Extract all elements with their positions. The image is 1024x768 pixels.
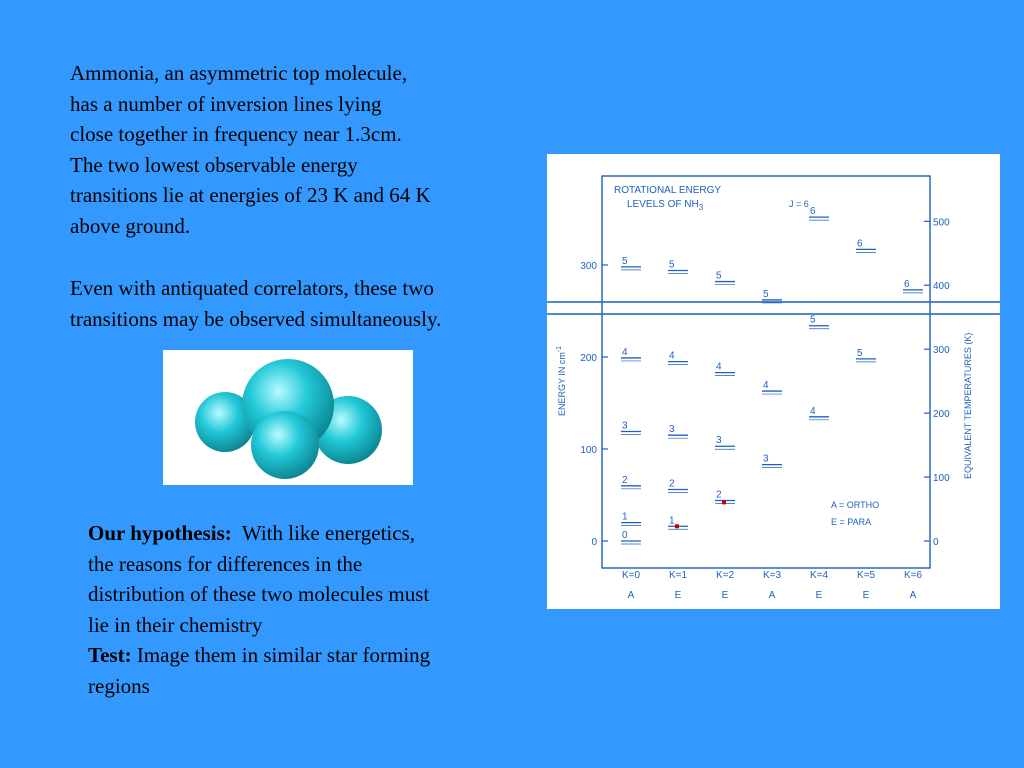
ammonia-molecule-image	[163, 350, 413, 485]
energy-level-label: 5	[716, 270, 722, 282]
right-tick-label: 400	[933, 281, 950, 293]
energy-level-label: 5	[763, 288, 769, 300]
left-tick-label: 200	[580, 353, 597, 364]
k-label: K=3	[762, 570, 782, 581]
energy-level-label: 5	[810, 314, 816, 326]
symmetry-label: E	[674, 590, 682, 601]
right-tick-label: 300	[933, 345, 950, 357]
symmetry-label: A	[909, 590, 917, 601]
energy-level-label: 4	[810, 405, 816, 417]
left-tick-label: 0	[591, 537, 597, 548]
energy-level-svg	[547, 154, 1000, 609]
hypothesis-block	[88, 518, 528, 702]
correlator-line: transitions may be observed simultaneously.	[70, 306, 442, 331]
k-label: K=5	[856, 570, 876, 581]
symmetry-label: E	[721, 590, 729, 601]
diagram-title-line2: LEVELS OF $NH_3$	[627, 199, 704, 212]
legend-para: E = PARA	[831, 517, 872, 527]
energy-level-label: 5	[622, 255, 628, 267]
hypothesis-text: With like energetics,	[241, 521, 415, 545]
energy-level-label: 6	[810, 206, 816, 218]
energy-level-label: 3	[669, 424, 675, 436]
energy-level-label: 0	[622, 530, 628, 541]
right-tick-label: 100	[933, 473, 950, 485]
energy-level-label: 4	[669, 350, 675, 362]
symmetry-label: E	[862, 590, 870, 601]
k-label: K=1	[668, 570, 688, 581]
intro-line: above ground.	[70, 213, 191, 238]
right-tick-label: 500	[933, 217, 950, 229]
k-label: K=0	[621, 570, 641, 581]
diagram-frame	[602, 176, 930, 568]
energy-level-label: 5	[857, 347, 863, 359]
left-tick-label: 100	[580, 445, 597, 456]
hypothesis-line: the reasons for differences in the	[88, 551, 363, 576]
correlator-line: Even with antiquated correlators, these two	[70, 276, 434, 300]
correlator-paragraph	[70, 273, 540, 334]
test-text: Image them in similar star forming	[136, 643, 431, 668]
left-axis-label: ENERGY IN $cm^{-1}$	[556, 345, 567, 416]
energy-level-label: 2	[622, 474, 628, 486]
symmetry-label: A	[768, 590, 776, 601]
intro-line: has a number of inversion lines lying	[70, 91, 382, 116]
test-label: Test:	[88, 643, 132, 668]
hypothesis-line: distribution of these two molecules must	[88, 582, 430, 607]
test-line	[88, 640, 528, 671]
energy-level-label: 1	[669, 515, 675, 527]
energy-level-label: 6	[904, 278, 910, 290]
intro-paragraph	[70, 58, 540, 242]
intro-line: The two lowest observable energy	[70, 152, 358, 177]
intro-line: transitions lie at energies of 23 K and 64 K	[70, 183, 431, 208]
transition-marker	[722, 500, 726, 504]
energy-level-diagram	[547, 154, 1000, 609]
left-tick-label: 300	[580, 261, 597, 272]
legend-ortho: A = ORTHO	[831, 500, 880, 510]
energy-level-label: 3	[622, 420, 628, 432]
energy-level-label: 4	[763, 380, 769, 392]
hypothesis-line: lie in their chemistry	[88, 612, 263, 637]
hypothesis-first-line	[88, 518, 528, 549]
diagram-title-line1: ROTATIONAL ENERGY	[614, 185, 722, 196]
k-label: K=4	[809, 570, 829, 581]
energy-level-label: 4	[716, 361, 722, 373]
intro-line: close together in frequency near 1.3cm.	[70, 122, 402, 147]
transition-marker	[675, 524, 679, 528]
energy-level-label: 1	[622, 511, 628, 523]
test-line: regions	[88, 673, 150, 698]
right-tick-label: 0	[933, 537, 939, 548]
energy-level-label: 3	[763, 453, 769, 465]
symmetry-label: E	[815, 590, 823, 601]
energy-level-label: 3	[716, 435, 722, 447]
energy-level-label: 5	[669, 259, 675, 271]
k-label: K=6	[903, 570, 923, 581]
energy-level-label: 6	[857, 238, 863, 250]
symmetry-label: A	[627, 590, 635, 601]
right-axis-label: EQUIVALENT TEMPERATURES (K)	[963, 332, 973, 479]
energy-level-label: 4	[622, 346, 628, 358]
k-label: K=2	[715, 570, 735, 581]
energy-level-label: 2	[716, 489, 722, 501]
energy-level-label: 2	[669, 478, 675, 490]
ammonia-molecule-model-icon	[163, 350, 413, 485]
j-label: J = 6	[789, 199, 809, 209]
hypothesis-label: Our hypothesis:	[88, 521, 232, 545]
intro-line: Ammonia, an asymmetric top molecule,	[70, 61, 408, 85]
right-tick-label: 200	[933, 409, 950, 421]
